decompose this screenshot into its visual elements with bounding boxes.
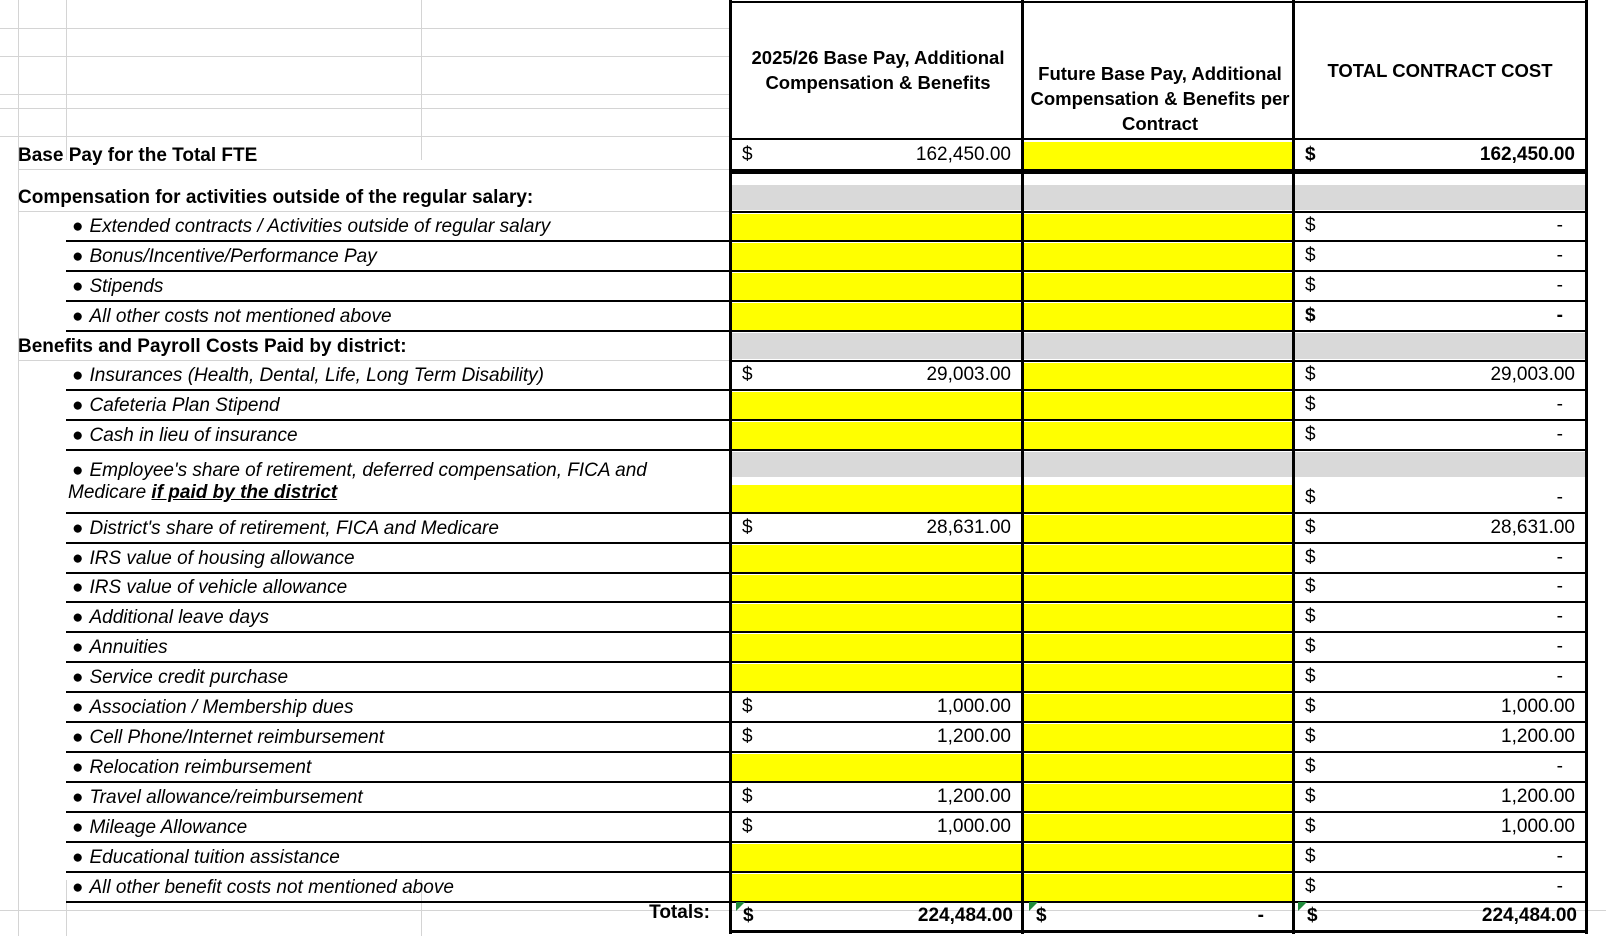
bullet-icon: ● [72, 460, 84, 481]
currency-symbol: $ [742, 816, 753, 837]
amount-value: 1,200.00 [937, 786, 1011, 807]
row-label-text: Insurances (Health, Dental, Life, Long Term Disability) [89, 365, 544, 386]
cell-future-contract[interactable] [1024, 392, 1292, 419]
amount-value: 1,000.00 [1501, 696, 1575, 717]
cell-current-year[interactable] [732, 724, 1021, 751]
row-label [18, 390, 713, 420]
row-label-text: Medicare [68, 482, 152, 503]
error-indicator-icon [736, 902, 745, 911]
currency-symbol: $ [1305, 696, 1316, 717]
cell-current-year[interactable] [732, 545, 1021, 572]
cell-current-year[interactable] [732, 694, 1021, 721]
row-label [18, 692, 713, 722]
currency-symbol: $ [1305, 786, 1316, 807]
cell-total-contract[interactable] [1295, 604, 1585, 631]
amount-value: 28,631.00 [1490, 517, 1575, 538]
row-label [18, 301, 713, 331]
row-label-text: All other benefit costs not mentioned above [89, 877, 454, 898]
amount-value: - [1556, 215, 1563, 236]
row-label [18, 812, 713, 842]
bullet-icon: ● [72, 395, 84, 416]
cell-current-year[interactable] [732, 754, 1021, 781]
bullet-icon: ● [72, 667, 84, 688]
row-label [18, 872, 713, 902]
header-future: Future Base Pay, Additional Compensation & Benefits per Contract [1030, 62, 1290, 134]
cell-total-contract[interactable] [1295, 545, 1585, 572]
row-label-text: Employee's share of retirement, deferred compensation, FICA and [89, 460, 647, 481]
row-label [18, 513, 713, 543]
row-label [18, 842, 713, 872]
currency-symbol: $ [742, 517, 753, 538]
currency-symbol: $ [1305, 846, 1316, 867]
currency-symbol: $ [1305, 666, 1316, 687]
row-label [18, 212, 713, 241]
bullet-icon: ● [72, 306, 84, 327]
cell-current-year[interactable] [732, 874, 1021, 901]
currency-symbol: $ [1305, 576, 1316, 597]
totals-future-value: - [1257, 905, 1264, 926]
cell-current-year[interactable] [732, 664, 1021, 691]
row-label [18, 722, 713, 752]
cell-future-contract[interactable] [1024, 575, 1292, 601]
currency-symbol: $ [1305, 876, 1316, 897]
currency-symbol: $ [1305, 424, 1316, 445]
currency-symbol: $ [1305, 364, 1316, 385]
row-label-text: All other costs not mentioned above [89, 306, 392, 327]
cell-total-contract[interactable] [1295, 515, 1585, 542]
cell-total-contract[interactable] [1295, 273, 1585, 300]
cell-current-year[interactable] [732, 575, 1021, 601]
currency-symbol: $ [1307, 905, 1318, 926]
bullet-icon: ● [72, 246, 84, 267]
currency-symbol: $ [1305, 215, 1316, 236]
bullet-icon: ● [72, 817, 84, 838]
cell-current-year[interactable] [732, 515, 1021, 542]
currency-symbol: $ [1305, 756, 1316, 777]
row-label [18, 271, 713, 301]
cell-current-year[interactable] [732, 485, 1021, 512]
section-fill [732, 185, 1585, 210]
amount-value: - [1556, 305, 1563, 326]
cell-total-contract[interactable] [1295, 754, 1585, 781]
section-fill [732, 333, 1585, 359]
amount-value: - [1556, 666, 1563, 687]
currency-symbol: $ [1305, 144, 1316, 165]
amount-value: - [1556, 846, 1563, 867]
bullet-icon: ● [72, 365, 84, 386]
bullet-icon: ● [72, 637, 84, 658]
row-label [18, 420, 713, 450]
cell-total-contract[interactable] [1295, 422, 1585, 449]
currency-symbol: $ [743, 905, 754, 926]
cell-current-year[interactable] [732, 604, 1021, 631]
row-label [18, 752, 713, 782]
amount-value: - [1556, 394, 1563, 415]
row-label-text: Bonus/Incentive/Performance Pay [89, 246, 377, 267]
currency-symbol: $ [1305, 305, 1316, 326]
cell-current-year[interactable] [732, 303, 1021, 330]
currency-symbol: $ [1305, 606, 1316, 627]
cell-total-contract[interactable] [1295, 214, 1585, 240]
cell-total-contract[interactable] [1295, 142, 1585, 169]
cell-future-contract[interactable] [1024, 604, 1292, 631]
row-label-text: IRS value of vehicle allowance [89, 577, 348, 598]
amount-value: 28,631.00 [926, 517, 1011, 538]
amount-value: 1,200.00 [1501, 786, 1575, 807]
amount-value: 1,000.00 [1501, 816, 1575, 837]
row-label [18, 782, 713, 812]
cell-future-contract[interactable] [1024, 485, 1292, 512]
cell-future-contract[interactable] [1024, 214, 1292, 240]
row-label-text: Extended contracts / Activities outside of regular salary [89, 216, 551, 237]
bullet-icon: ● [72, 727, 84, 748]
totals-current-value: 224,484.00 [917, 905, 1013, 926]
row-label [18, 602, 713, 632]
bullet-icon: ● [72, 548, 84, 569]
amount-value: 29,003.00 [926, 364, 1011, 385]
currency-symbol: $ [1305, 517, 1316, 538]
cell-current-year[interactable] [732, 844, 1021, 871]
cell-total-contract[interactable] [1295, 363, 1585, 389]
amount-value: - [1556, 576, 1563, 597]
currency-symbol: $ [1305, 636, 1316, 657]
row-label-text: Annuities [89, 637, 168, 658]
cell-current-year[interactable] [732, 273, 1021, 300]
totals-current[interactable] [733, 900, 1023, 930]
cell-current-year[interactable] [732, 634, 1021, 661]
amount-value: - [1556, 756, 1563, 777]
currency-symbol: $ [1305, 245, 1316, 266]
row-label-text: Additional leave days [89, 607, 270, 628]
row-label-text: IRS value of housing allowance [89, 548, 355, 569]
row-label-text: Travel allowance/reimbursement [89, 787, 363, 808]
cell-future-contract[interactable] [1024, 874, 1292, 901]
bullet-icon: ● [72, 877, 84, 898]
row-label [18, 183, 713, 212]
row-label-text: Mileage Allowance [89, 817, 248, 838]
currency-symbol: $ [1305, 816, 1316, 837]
currency-symbol: $ [742, 696, 753, 717]
cell-total-contract[interactable] [1295, 243, 1585, 270]
cell-total-contract[interactable] [1295, 575, 1585, 601]
amount-value: - [1556, 487, 1563, 508]
bullet-icon: ● [72, 577, 84, 598]
bullet-icon: ● [72, 276, 84, 297]
cell-future-contract[interactable] [1024, 243, 1292, 270]
cell-future-contract[interactable] [1024, 142, 1292, 169]
amount-value: 29,003.00 [1490, 364, 1575, 385]
row-label-text: Relocation reimbursement [89, 757, 312, 778]
cell-total-contract[interactable] [1295, 634, 1585, 661]
cell-total-contract[interactable] [1295, 814, 1585, 841]
amount-value: 162,450.00 [1479, 144, 1575, 165]
cell-current-year[interactable] [732, 814, 1021, 841]
row-label-text: Stipends [89, 276, 164, 297]
section-fill [732, 452, 1585, 477]
cell-future-contract[interactable] [1024, 844, 1292, 871]
row-label-emphasis: if paid by the district [151, 482, 338, 503]
amount-value: 1,200.00 [1501, 726, 1575, 747]
cell-total-contract[interactable] [1295, 694, 1585, 721]
cell-total-contract[interactable] [1295, 844, 1585, 871]
cell-future-contract[interactable] [1024, 814, 1292, 841]
cell-total-contract[interactable] [1295, 874, 1585, 901]
error-indicator-icon [1298, 902, 1307, 911]
currency-symbol: $ [1305, 726, 1316, 747]
bullet-icon: ● [72, 847, 84, 868]
row-label [18, 450, 713, 513]
cell-total-contract[interactable] [1295, 392, 1585, 419]
row-label [18, 662, 713, 692]
currency-symbol: $ [1305, 394, 1316, 415]
row-label-text: Base Pay for the Total FTE [18, 145, 258, 166]
currency-symbol: $ [742, 726, 753, 747]
bullet-icon: ● [72, 216, 84, 237]
cell-future-contract[interactable] [1024, 273, 1292, 300]
row-label-text: Cafeteria Plan Stipend [89, 395, 280, 416]
amount-value: 1,000.00 [937, 816, 1011, 837]
row-label [18, 241, 713, 271]
totals-label: Totals: [649, 902, 710, 923]
row-label-text: Compensation for activities outside of the regular salary: [18, 187, 534, 208]
cell-current-year[interactable] [732, 214, 1021, 240]
row-label [18, 140, 713, 170]
row-label-text: Educational tuition assistance [89, 847, 340, 868]
row-label-text: Cell Phone/Internet reimbursement [89, 727, 385, 748]
amount-value: - [1556, 606, 1563, 627]
cell-total-contract[interactable] [1295, 303, 1585, 330]
row-label-text: District's share of retirement, FICA and Medicare [89, 518, 499, 539]
cell-current-year[interactable] [732, 784, 1021, 811]
bullet-icon: ● [72, 697, 84, 718]
row-label-text: Benefits and Payroll Costs Paid by district: [18, 336, 407, 357]
cell-current-year[interactable] [732, 392, 1021, 419]
currency-symbol: $ [742, 786, 753, 807]
cell-future-contract[interactable] [1024, 515, 1292, 542]
header-total: TOTAL CONTRACT COST [1327, 59, 1553, 81]
amount-value: - [1556, 245, 1563, 266]
totals-contract[interactable] [1297, 900, 1587, 930]
cell-future-contract[interactable] [1024, 694, 1292, 721]
row-label-text: Cash in lieu of insurance [89, 425, 298, 446]
amount-value: - [1556, 547, 1563, 568]
error-indicator-icon [1029, 902, 1038, 911]
bullet-icon: ● [72, 787, 84, 808]
cell-current-year[interactable] [732, 422, 1021, 449]
bullet-icon: ● [72, 518, 84, 539]
cell-current-year[interactable] [732, 142, 1021, 169]
cell-future-contract[interactable] [1024, 422, 1292, 449]
cell-total-contract[interactable] [1295, 485, 1585, 512]
cell-total-contract[interactable] [1295, 724, 1585, 751]
row-label [18, 331, 713, 361]
currency-symbol: $ [742, 144, 753, 165]
row-label-text: Service credit purchase [89, 667, 289, 688]
cell-future-contract[interactable] [1024, 724, 1292, 751]
cell-current-year[interactable] [732, 243, 1021, 270]
cell-future-contract[interactable] [1024, 303, 1292, 330]
row-label-text: Association / Membership dues [89, 697, 354, 718]
amount-value: 1,000.00 [937, 696, 1011, 717]
cell-future-contract[interactable] [1024, 634, 1292, 661]
amount-value: - [1556, 275, 1563, 296]
bullet-icon: ● [72, 607, 84, 628]
row-label [18, 543, 713, 573]
currency-symbol: $ [1305, 487, 1316, 508]
amount-value: 1,200.00 [937, 726, 1011, 747]
bullet-icon: ● [72, 425, 84, 446]
cell-future-contract[interactable] [1024, 545, 1292, 572]
bullet-icon: ● [72, 757, 84, 778]
amount-value: - [1556, 636, 1563, 657]
totals-contract-value: 224,484.00 [1481, 905, 1577, 926]
cell-future-contract[interactable] [1024, 363, 1292, 389]
header-current-year: 2025/26 Base Pay, Additional Compensation & Benefits [751, 47, 1005, 93]
cell-total-contract[interactable] [1295, 664, 1585, 691]
row-label [18, 573, 713, 602]
amount-value: - [1556, 424, 1563, 445]
cell-total-contract[interactable] [1295, 784, 1585, 811]
cell-future-contract[interactable] [1024, 664, 1292, 691]
currency-symbol: $ [1305, 547, 1316, 568]
cell-future-contract[interactable] [1024, 784, 1292, 811]
cell-future-contract[interactable] [1024, 754, 1292, 781]
cell-current-year[interactable] [732, 363, 1021, 389]
row-label [18, 632, 713, 662]
currency-symbol: $ [1036, 905, 1047, 926]
row-label [18, 361, 713, 390]
amount-value: - [1556, 876, 1563, 897]
currency-symbol: $ [742, 364, 753, 385]
amount-value: 162,450.00 [915, 144, 1011, 165]
currency-symbol: $ [1305, 275, 1316, 296]
totals-future[interactable] [1026, 900, 1294, 930]
